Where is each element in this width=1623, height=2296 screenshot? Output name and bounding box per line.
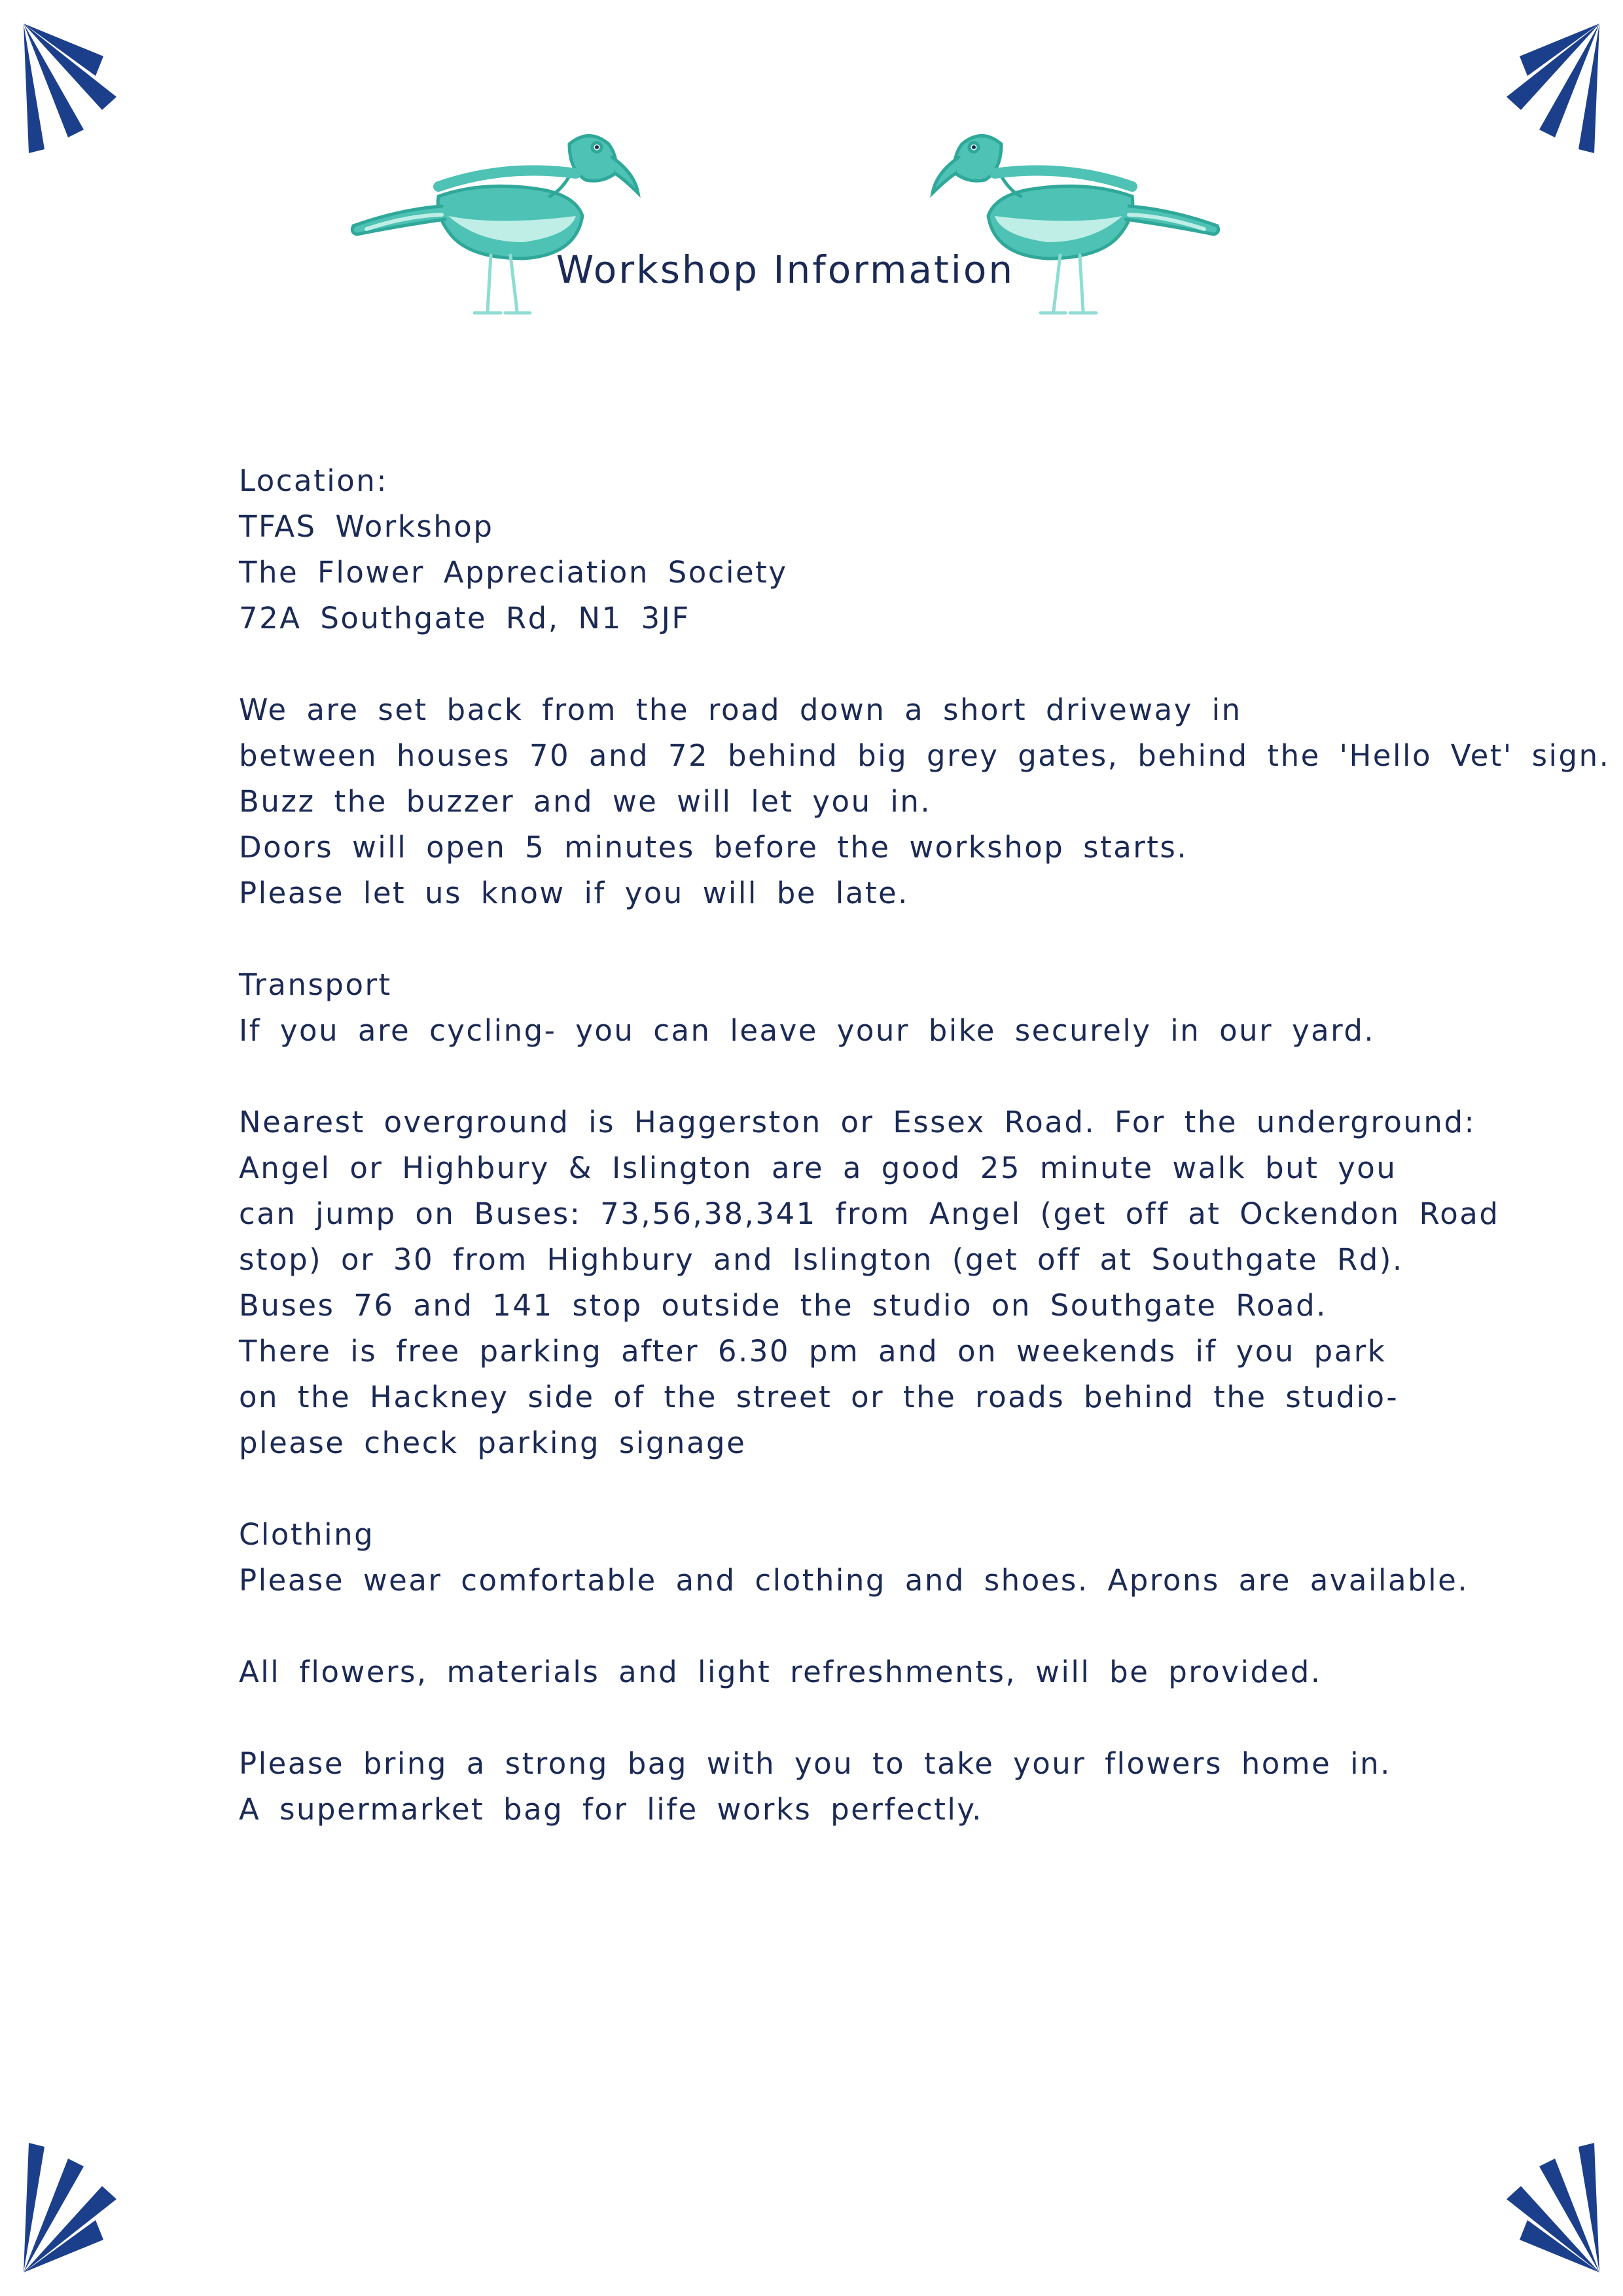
clothing-section [239,1512,1548,1604]
transport-line: There is free parking after 6.30 pm and on weekends if you park [239,1334,1387,1369]
transport-line: Nearest overground is Haggerston or Essex Road. For the underground: [239,1105,1476,1139]
corner-fan-icon-bottom-left [18,2127,169,2278]
transport-cycling: If you are cycling- you can leave your bike securely in our yard. [239,1013,1376,1048]
directions-line: Doors will open 5 minutes before the workshop starts. [239,830,1188,865]
bird-illustration-right [916,118,1243,327]
transport-line: Buses 76 and 141 stop outside the studio on Southgate Road. [239,1288,1327,1323]
document-body [239,458,1611,1833]
bird-illustration-left [327,118,654,327]
transport-line: on the Hackney side of the street or the roads behind the studio- [239,1380,1399,1414]
directions-line: between houses 70 and 72 behind big grey gates, behind the 'Hello Vet' sign. [239,738,1611,773]
provided-section [239,1649,1548,1695]
transport-line: please check parking signage [239,1426,747,1460]
location-section [239,458,1548,641]
transport-heading: Transport [239,967,392,1002]
transport-line: can jump on Buses: 73,56,38,341 from Angel (get off at Ockendon Road [239,1196,1500,1231]
provided-text: All flowers, materials and light refreshments, will be provided. [239,1655,1322,1689]
location-address: 72A Southgate Rd, N1 3JF [239,601,690,636]
directions-section [239,687,1611,916]
location-name: TFAS Workshop [239,509,494,544]
directions-line: Please let us know if you will be late. [239,876,909,910]
location-org: The Flower Appreciation Society [239,555,788,590]
directions-line: We are set back from the road down a short driveway in [239,692,1242,727]
corner-fan-icon-top-right [1454,18,1605,169]
transport-line: stop) or 30 from Highbury and Islington (get off at Southgate Rd). [239,1242,1404,1277]
transport-line: Angel or Highbury & Islington are a good 25 minute walk but you [239,1151,1397,1185]
clothing-heading: Clothing [239,1517,375,1552]
bring-line: Please bring a strong bag with you to take your flowers home in. [239,1746,1391,1781]
bring-section [239,1741,1548,1833]
page-title: Workshop Information [556,247,1015,292]
directions-line: Buzz the buzzer and we will let you in. [239,784,932,819]
transport-section [239,962,1548,1466]
corner-fan-icon-bottom-right [1454,2127,1605,2278]
clothing-text: Please wear comfortable and clothing and shoes. Aprons are available. [239,1563,1469,1598]
corner-fan-icon-top-left [18,18,169,169]
bring-line: A supermarket bag for life works perfectly. [239,1792,983,1827]
location-label: Location: [239,463,388,498]
